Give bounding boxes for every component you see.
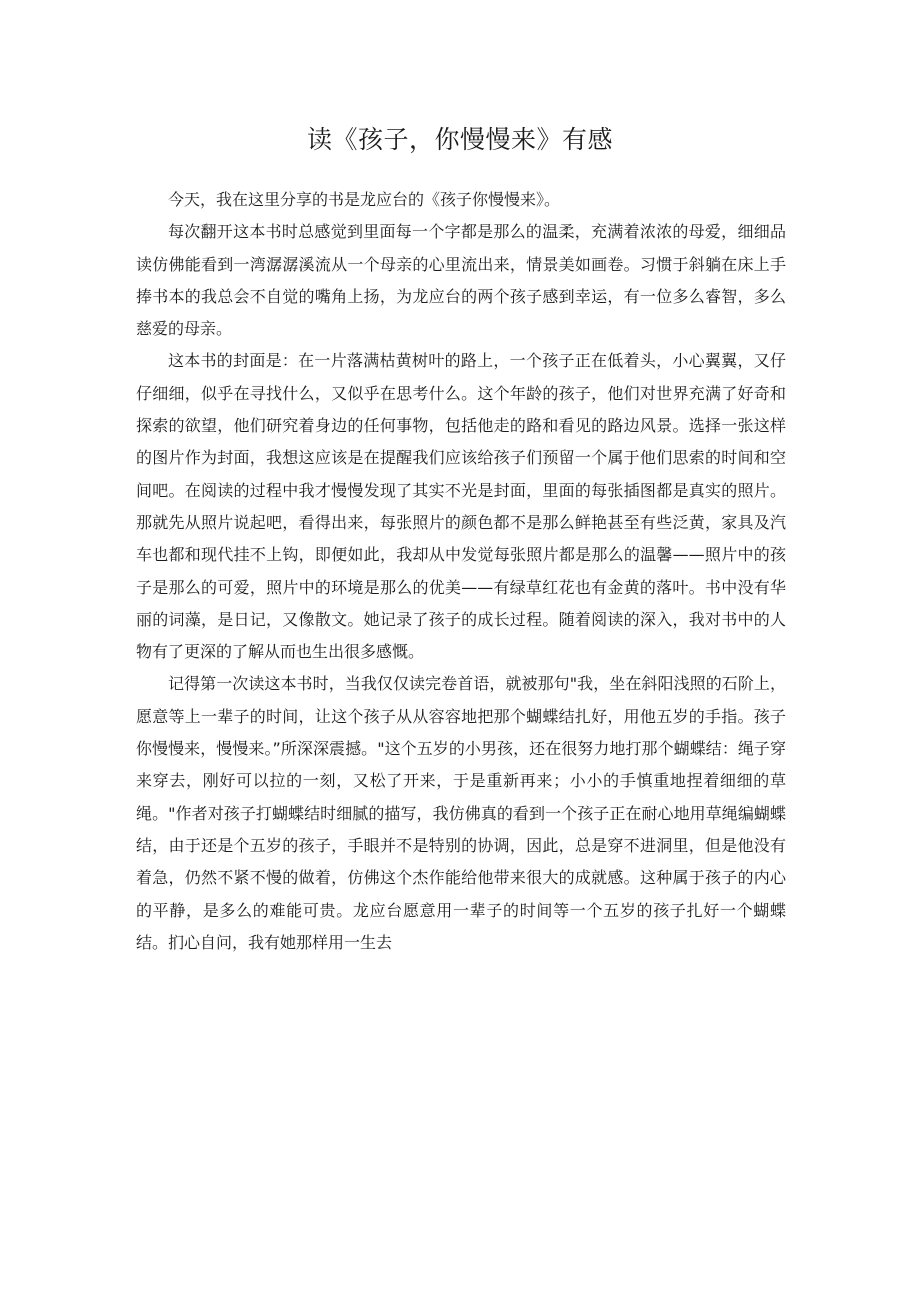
- paragraph-first-read: 记得第一次读这本书时，当我仅仅读完卷首语，就被那句"我，坐在斜阳浅照的石阶上，愿意等上一辈子的时间，让这个孩子从从容容地把那个蝴蝶结扎好，用他五岁的手指。孩子你慢慢来，慢慢来。”所深深震撼。"这个五岁的小男孩，还在很努力地打那个蝴蝶结：绳子穿来穿去，刚好可以拉的一刻，又松了开来，于是重新再来；小小的手慎重地捏着细细的草绳。"作者对孩子打蝴蝶结时细腻的描写，我仿佛真的看到一个孩子正在耐心地用草绳编蝴蝶结，由于还是个五岁的孩子，手眼并不是特别的协调，因此，总是穿不进洞里，但是他没有着急，仍然不紧不慢的做着，仿佛这个杰作能给他带来很大的成就感。这种属于孩子的内心的平静，是多么的难能可贵。龙应台愿意用一辈子的时间等一个五岁的孩子扎好一个蝴蝶结。扪心自问，我有她那样用一生去: [136, 674, 786, 952]
- document-body: [136, 184, 786, 959]
- paragraph-intro: 今天，我在这里分享的书是龙应台的《孩子你慢慢来》。: [168, 190, 561, 209]
- paragraph-impression: 每次翻开这本书时总感觉到里面每一个字都是那么的温柔，充满着浓浓的母爱，细细品读仿佛能看到一湾潺潺溪流从一个母亲的心里流出来，情景美如画卷。习惯于斜躺在床上手捧书本的我总会不自觉的嘴角上扬，为龙应台的两个孩子感到幸运，有一位多么睿智，多么慈爱的母亲。: [136, 222, 786, 339]
- document-title: 读《孩子，你慢慢来》有感: [306, 125, 613, 154]
- paragraph-cover: 这本书的封面是：在一片落满枯黄树叶的路上，一个孩子正在低着头，小心翼翼，又仔仔细细，似乎在寻找什么，又似乎在思考什么。这个年龄的孩子，他们对世界充满了好奇和探索的欲望，他们研究着身边的任何事物，包括他走的路和看见的路边风景。选择一张这样的图片作为封面，我想这应该是在提醒我们应该给孩子们预留一个属于他们思索的时间和空间吧。在阅读的过程中我才慢慢发现了其实不光是封面，里面的每张插图都是真实的照片。那就先从照片说起吧，看得出来，每张照片的颜色都不是那么鲜艳甚至有些泛黄，家具及汽车也都和现代挂不上钩，即便如此，我却从中发觉每张照片都是那么的温馨——照片中的孩子是那么的可爱，照片中的环境是那么的优美——有绿草红花也有金黄的落叶。书中没有华丽的词藻，是日记，又像散文。她记录了孩子的成长过程。随着阅读的深入，我对书中的人物有了更深的了解从而也生出很多感慨。: [136, 351, 786, 662]
